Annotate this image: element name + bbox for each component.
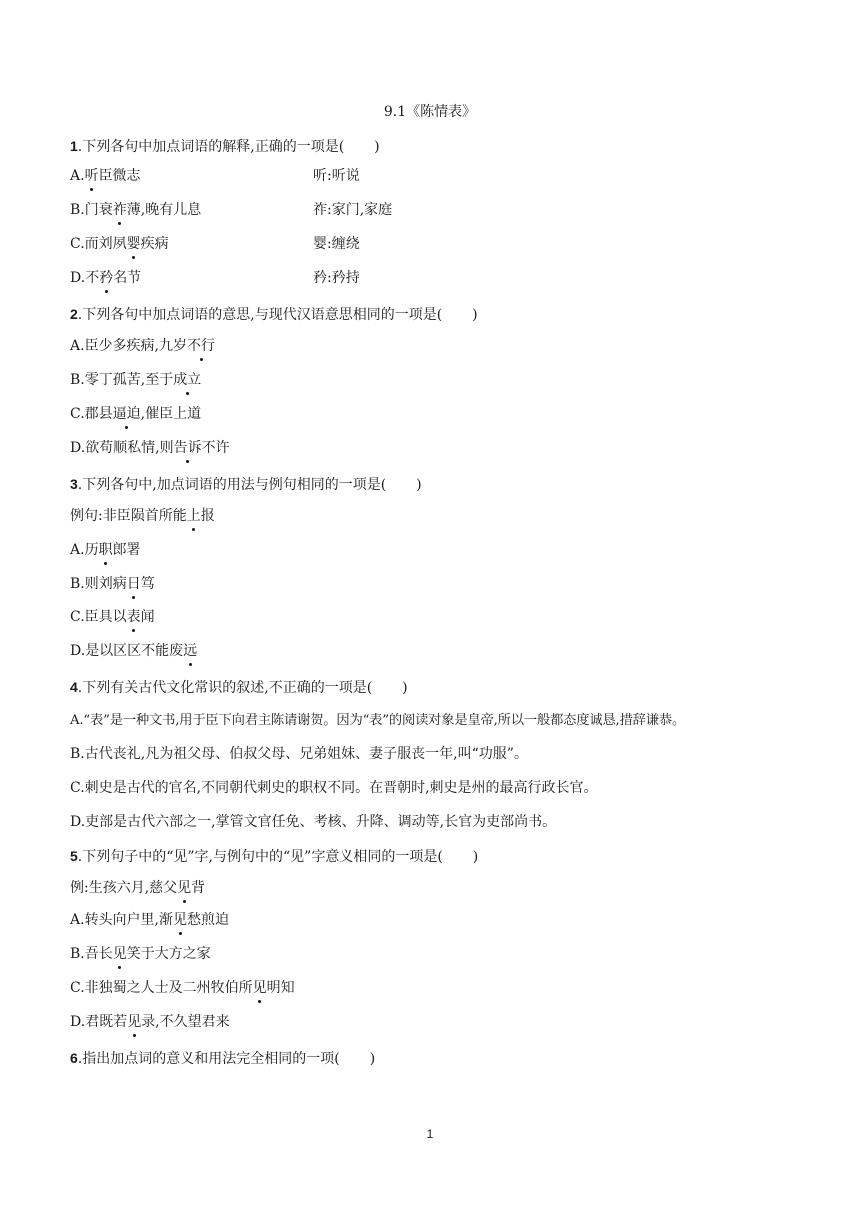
option-d-gloss: 矜:矜持 bbox=[313, 270, 360, 286]
dotted-word: 表 bbox=[126, 609, 141, 625]
option-b: B.零丁孤苦,至于成立 bbox=[70, 372, 202, 388]
dotted-word: 上 bbox=[186, 508, 201, 524]
question-5-stem: 5.下列句子中的“见”字,与例句中的“见”字意义相同的一项是( ) bbox=[70, 848, 479, 865]
option-b: B.门衰祚薄,晚有儿息 bbox=[70, 202, 202, 218]
dotted-word: 见 bbox=[252, 980, 267, 996]
dotted-word: 见 bbox=[127, 1014, 142, 1030]
question-number: 4 bbox=[70, 679, 78, 695]
question-number: 5 bbox=[70, 848, 78, 864]
dotted-word: 婴 bbox=[126, 236, 141, 252]
question-number: 6 bbox=[70, 1050, 78, 1066]
option-d: D.吏部是古代六部之一,掌管文官任免、考核、升降、调动等,长官为吏部尚书。 bbox=[70, 814, 557, 830]
option-d: D.不矜名节 bbox=[70, 270, 142, 286]
option-c: C.非独蜀之人士及二州牧伯所见明知 bbox=[70, 980, 295, 996]
example-sentence: 例句:非臣陨首所能上报 bbox=[70, 508, 215, 524]
option-c: C.臣具以表闻 bbox=[70, 609, 155, 625]
option-c: C.郡县逼迫,催臣上道 bbox=[70, 406, 202, 422]
dotted-word: 见 bbox=[112, 946, 127, 962]
dotted-word: 祚 bbox=[112, 202, 127, 218]
dotted-word: 告诉 bbox=[173, 440, 202, 456]
option-d: D.是以区区不能废远 bbox=[70, 643, 198, 659]
option-c: C.刺史是古代的官名,不同朝代刺史的职权不同。在晋朝时,刺史是州的最高行政长官。 bbox=[70, 780, 598, 796]
option-c: C.而刘夙婴疾病 bbox=[70, 236, 169, 252]
option-a: A.听臣微志 bbox=[70, 168, 141, 184]
option-b-gloss: 祚:家门,家庭 bbox=[313, 202, 393, 218]
question-number: 2 bbox=[70, 306, 78, 322]
dotted-word: 见 bbox=[177, 880, 192, 896]
question-3-stem: 3.下列各句中,加点词语的用法与例句相同的一项是( ) bbox=[70, 476, 422, 493]
question-number: 1 bbox=[70, 138, 78, 154]
option-a: A.“表”是一种文书,用于臣下向君主陈请谢贺。因为“表”的阅读对象是皇帝,所以一般都态度诚恳,措辞谦恭。 bbox=[70, 713, 686, 728]
dotted-word: 不行 bbox=[187, 338, 216, 354]
dotted-word: 远 bbox=[183, 643, 198, 659]
question-number: 3 bbox=[70, 476, 78, 492]
option-b: B.则刘病日笃 bbox=[70, 576, 155, 592]
option-a: A.历职郎署 bbox=[70, 542, 141, 558]
dotted-word: 听 bbox=[84, 168, 99, 184]
option-a: A.臣少多疾病,九岁不行 bbox=[70, 338, 216, 354]
question-6-stem: 6.指出加点词的意义和用法完全相同的一项( ) bbox=[70, 1050, 376, 1067]
question-2-stem: 2.下列各句中加点词语的意思,与现代汉语意思相同的一项是( ) bbox=[70, 306, 478, 323]
dotted-word: 矜 bbox=[99, 270, 114, 286]
dotted-word: 成立 bbox=[173, 372, 202, 388]
option-d: D.欲苟顺私情,则告诉不许 bbox=[70, 440, 230, 456]
option-b: B.吾长见笑于大方之家 bbox=[70, 946, 211, 962]
dotted-word: 见 bbox=[173, 912, 188, 928]
option-d: D.君既若见录,不久望君来 bbox=[70, 1014, 230, 1030]
option-c-gloss: 婴:缠绕 bbox=[313, 236, 360, 252]
document-title: 9.1《陈情表》 bbox=[383, 104, 477, 120]
dotted-word: 日 bbox=[126, 576, 141, 592]
dotted-word: 职 bbox=[98, 542, 113, 558]
question-1-stem: 1.下列各句中加点词语的解释,正确的一项是( ) bbox=[70, 138, 380, 155]
option-b: B.古代丧礼,凡为祖父母、伯叔父母、兄弟姐妹、妻子服丧一年,叫“功服”。 bbox=[70, 746, 528, 762]
option-a: A.转头向户里,渐见愁煎迫 bbox=[70, 912, 230, 928]
question-4-stem: 4.下列有关古代文化常识的叙述,不正确的一项是( ) bbox=[70, 679, 408, 696]
example-sentence: 例:生孩六月,慈父见背 bbox=[70, 880, 206, 896]
page-number: 1 bbox=[426, 1127, 434, 1141]
dotted-word: 逼迫 bbox=[112, 406, 141, 422]
option-a-gloss: 听:听说 bbox=[313, 168, 360, 184]
